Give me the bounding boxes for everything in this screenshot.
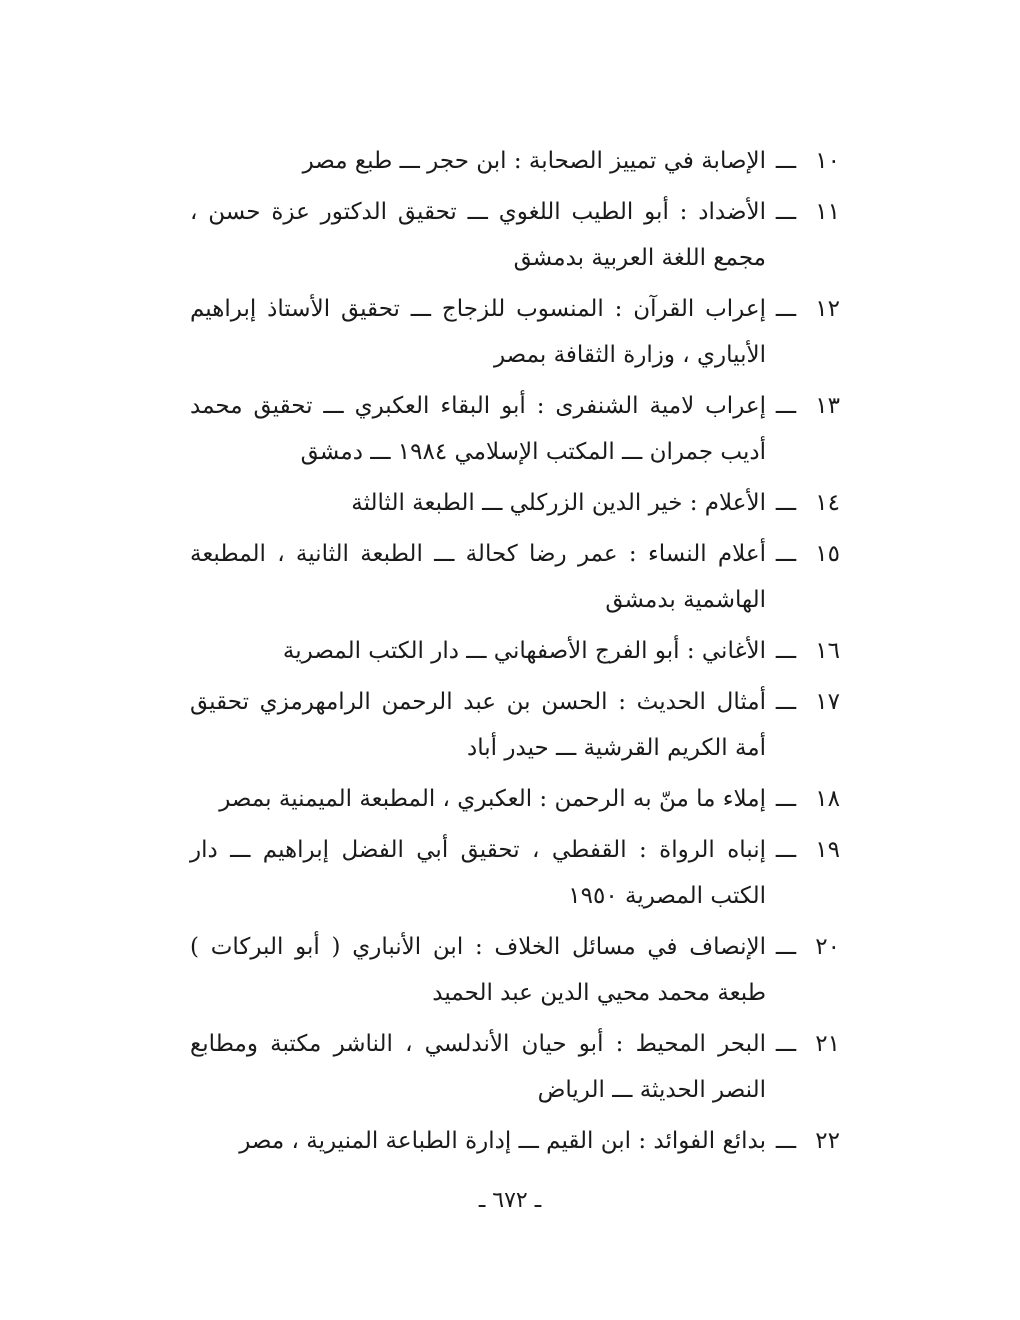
entry-text: البحر المحيط : أبو حيان الأندلسي ، الناشر مكتبة ومطابع النصر الحديثة ـــ الرياض: [190, 1031, 766, 1103]
entry-number: ٢١: [815, 1031, 840, 1057]
bibliography-list: [190, 138, 840, 1169]
entry-dash: ـــ: [775, 199, 797, 225]
entry-number: ٢٢: [815, 1128, 840, 1154]
entry-dash: ـــ: [775, 638, 797, 664]
entry-number: ١١: [815, 199, 840, 225]
entry-dash: ـــ: [775, 296, 797, 322]
bibliography-entry-11: [190, 189, 840, 281]
entry-number: ١٥: [815, 541, 840, 567]
page-number: ـ ٦٧٢ ـ: [478, 1188, 542, 1213]
bibliography-entry-10: [190, 138, 840, 184]
bibliography-entry-19: [190, 827, 840, 919]
entry-dash: ـــ: [775, 393, 797, 419]
entry-text: الإنصاف في مسائل الخلاف : ابن الأنباري ( أبو البركات ) طبعة محمد محيي الدين عبد الحميد: [190, 934, 766, 1006]
bibliography-entry-16: [190, 628, 840, 674]
entry-text: الأعلام : خير الدين الزركلي ـــ الطبعة الثالثة: [351, 490, 766, 516]
bibliography-entry-17: [190, 679, 840, 771]
bibliography-entry-14: [190, 480, 840, 526]
entry-dash: ـــ: [775, 541, 797, 567]
entry-text: الأغاني : أبو الفرج الأصفهاني ـــ دار الكتب المصرية: [282, 638, 766, 664]
bibliography-entry-13: [190, 383, 840, 475]
entry-number: ١٢: [815, 296, 840, 322]
entry-number: ١٩: [815, 837, 840, 863]
bibliography-entry-12: [190, 286, 840, 378]
entry-text: الإصابة في تمييز الصحابة : ابن حجر ـــ طبع مصر: [302, 148, 766, 174]
entry-dash: ـــ: [775, 934, 797, 960]
bibliography-entry-22: [190, 1118, 840, 1164]
entry-number: ٢٠: [815, 934, 840, 960]
entry-dash: ـــ: [775, 1128, 797, 1154]
bibliography-entry-18: [190, 776, 840, 822]
entry-dash: ـــ: [775, 837, 797, 863]
bibliography-entry-20: [190, 924, 840, 1016]
entry-text: إنباه الرواة : القفطي ، تحقيق أبي الفضل إبراهيم ـــ دار الكتب المصرية ١٩٥٠: [190, 837, 766, 909]
entry-text: أعلام النساء : عمر رضا كحالة ـــ الطبعة الثانية ، المطبعة الهاشمية بدمشق: [190, 541, 766, 613]
entry-text: بدائع الفوائد : ابن القيم ـــ إدارة الطباعة المنيرية ، مصر: [239, 1128, 766, 1154]
entry-text: إعراب لامية الشنفرى : أبو البقاء العكبري ـــ تحقيق محمد أديب جمران ـــ المكتب الإسلامي ١٩٨٤ ـــ دمشق: [190, 393, 766, 465]
entry-dash: ـــ: [775, 689, 797, 715]
entry-number: ١٧: [815, 689, 840, 715]
entry-text: إملاء ما منّ به الرحمن : العكبري ، المطبعة الميمنية بمصر: [219, 786, 766, 812]
entry-text: إعراب القرآن : المنسوب للزجاج ـــ تحقيق الأستاذ إبراهيم الأبياري ، وزارة الثقافة بمصر: [190, 296, 766, 368]
entry-number: ١٤: [815, 490, 840, 516]
bibliography-entry-21: [190, 1021, 840, 1113]
entry-dash: ـــ: [775, 490, 797, 516]
entry-dash: ـــ: [775, 1031, 797, 1057]
entry-number: ١٠: [815, 148, 840, 174]
entry-dash: ـــ: [775, 786, 797, 812]
entry-text: أمثال الحديث : الحسن بن عبد الرحمن الرامهرمزي تحقيق أمة الكريم القرشية ـــ حيدر أباد: [190, 689, 766, 761]
entry-text: الأضداد : أبو الطيب اللغوي ـــ تحقيق الدكتور عزة حسن ، مجمع اللغة العربية بدمشق: [190, 199, 766, 271]
bibliography-entry-15: [190, 531, 840, 623]
entry-dash: ـــ: [775, 148, 797, 174]
entry-number: ١٣: [815, 393, 840, 419]
entry-number: ١٨: [815, 786, 840, 812]
entry-number: ١٦: [815, 638, 840, 664]
